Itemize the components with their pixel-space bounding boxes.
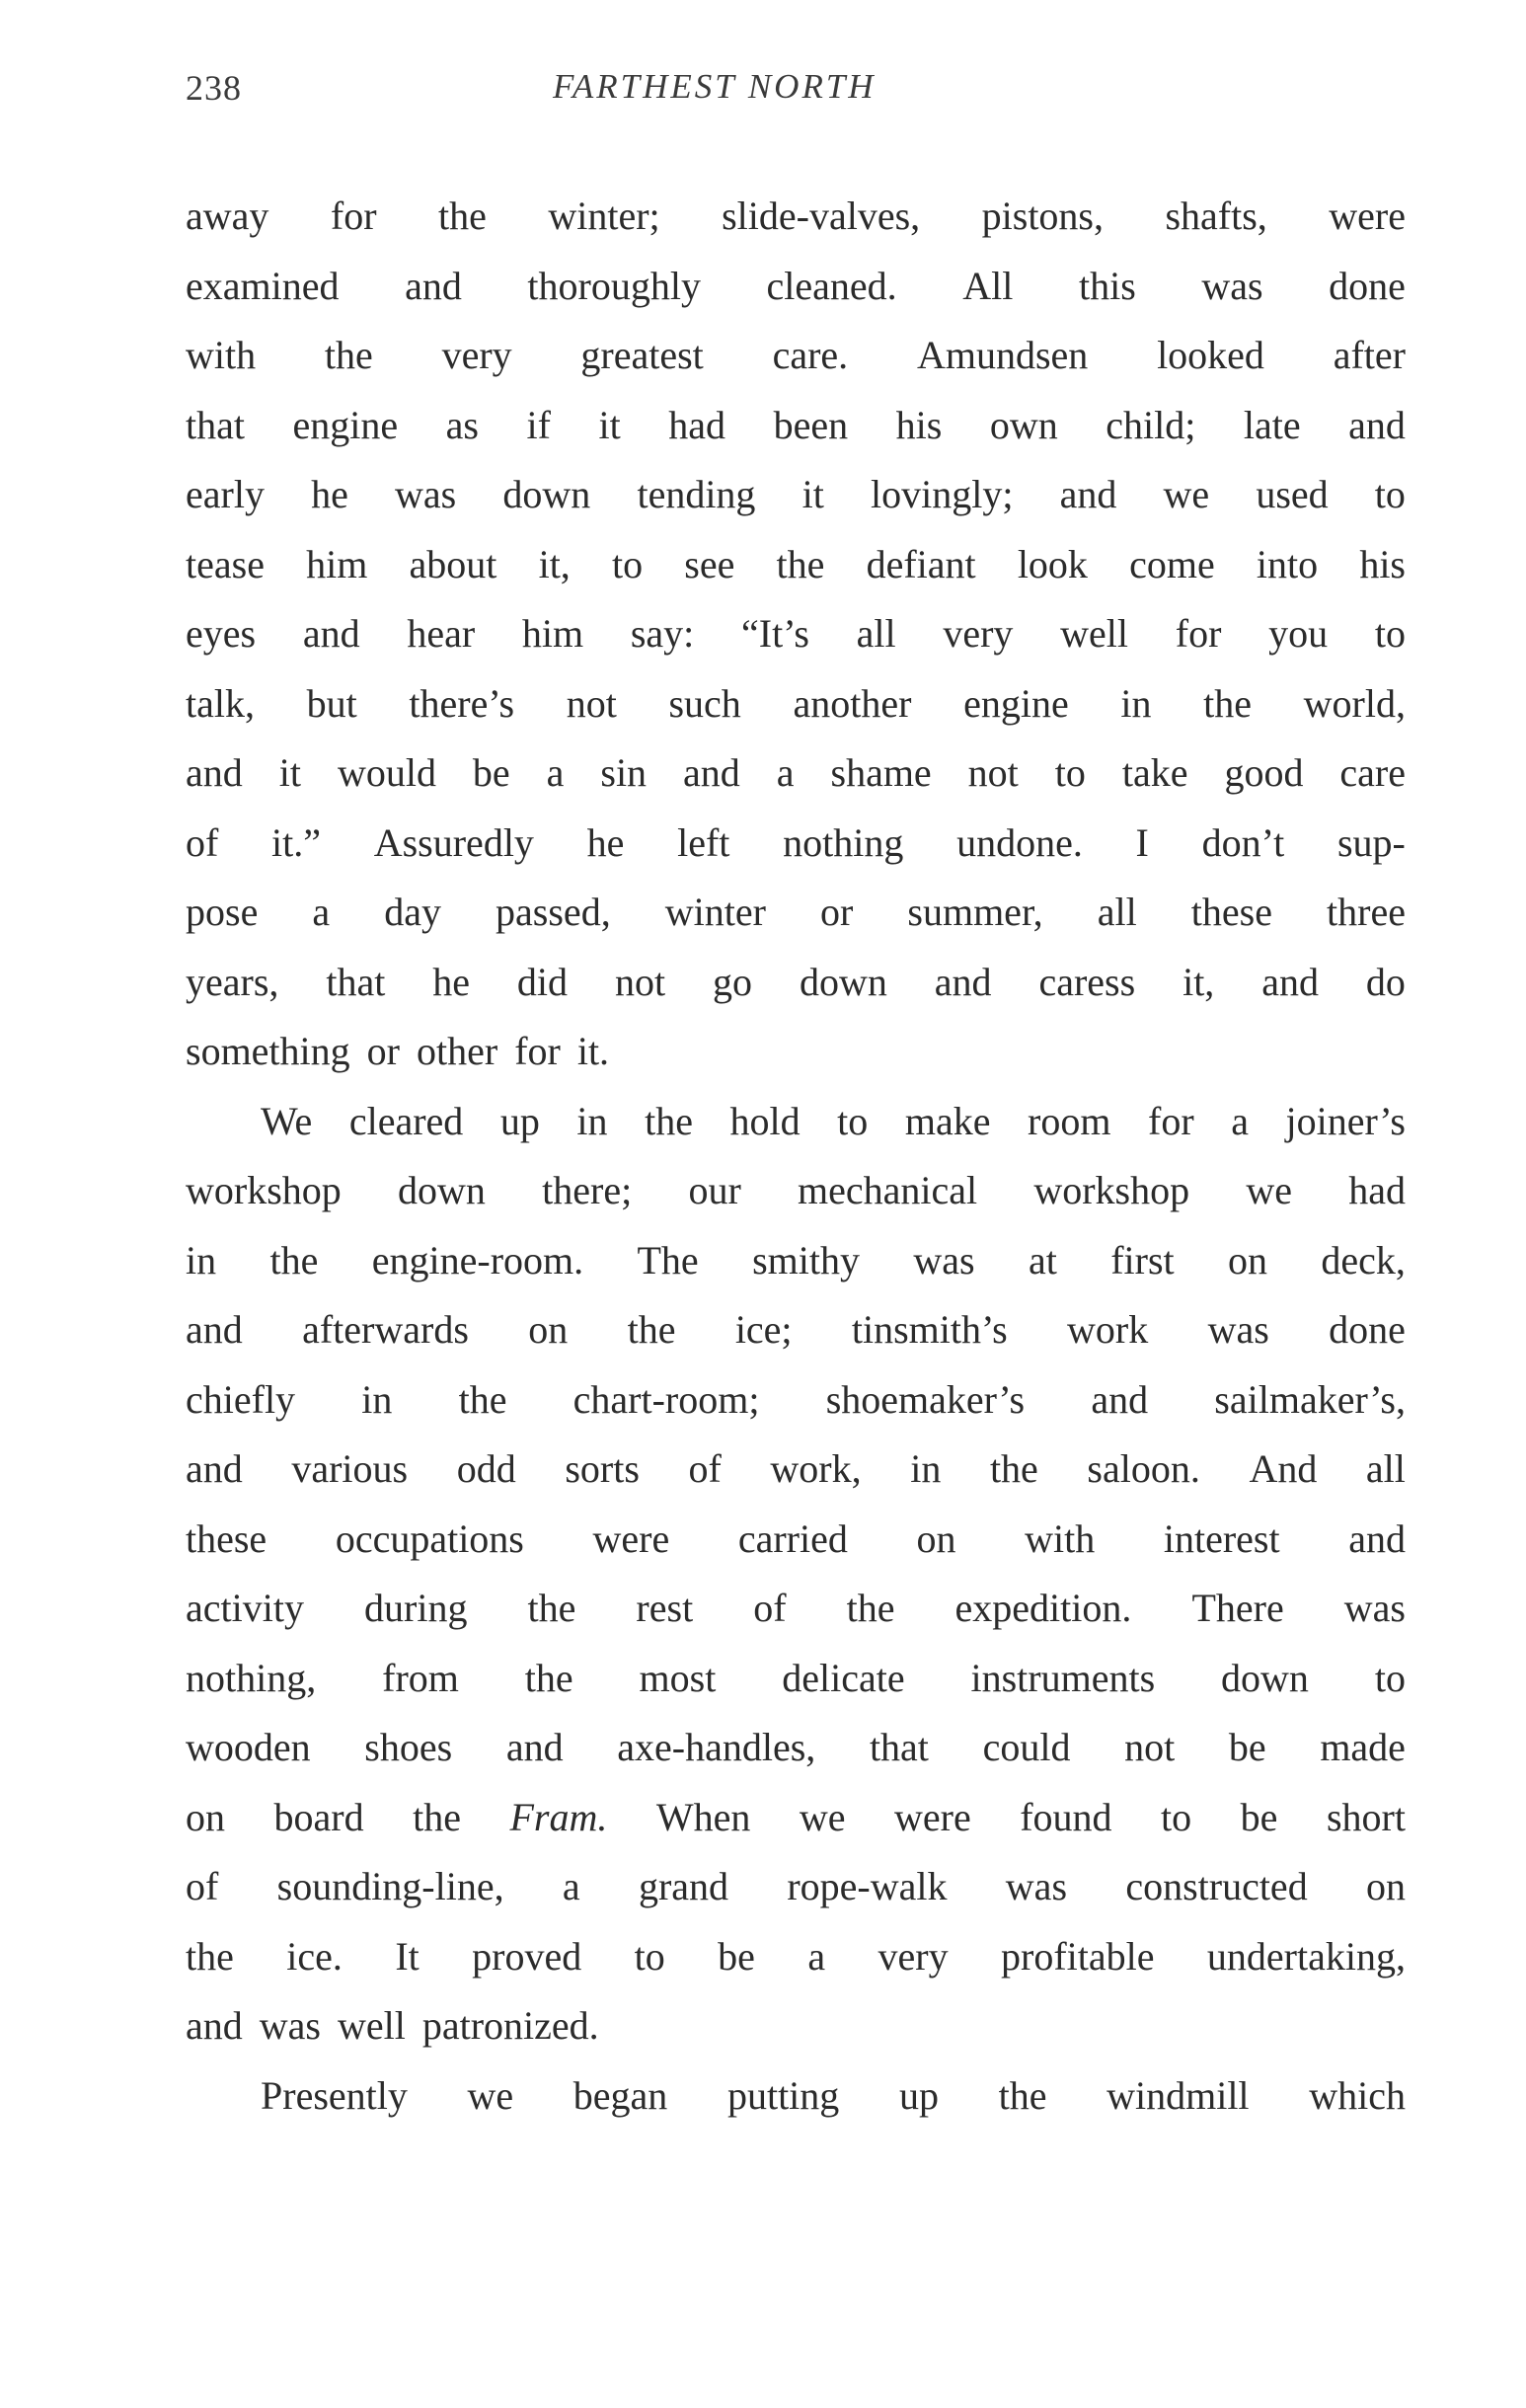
- word: done: [1329, 263, 1406, 308]
- word: a: [546, 750, 565, 795]
- word: joiner’s: [1285, 1098, 1406, 1143]
- word: saloon.: [1087, 1446, 1200, 1491]
- body-text: [186, 182, 1406, 2131]
- word: to: [611, 541, 644, 586]
- text-line: [186, 1226, 1406, 1296]
- word: to: [837, 1098, 869, 1143]
- word: been: [773, 402, 849, 447]
- word: work: [1067, 1307, 1149, 1352]
- word: smithy: [752, 1237, 860, 1282]
- word: on: [186, 1794, 225, 1839]
- word: We: [261, 1098, 313, 1143]
- word: that: [326, 959, 386, 1004]
- word: day: [384, 890, 441, 934]
- word: began: [572, 2072, 668, 2118]
- word: Amundsen: [916, 333, 1089, 377]
- word: not: [967, 750, 1019, 795]
- word: All: [962, 263, 1014, 308]
- word: the: [846, 1586, 895, 1630]
- word: very: [441, 333, 512, 377]
- word: sup-: [1336, 819, 1406, 865]
- word: would: [337, 750, 436, 795]
- word: and: [186, 750, 243, 795]
- word: chiefly: [186, 1376, 296, 1422]
- word: odd: [456, 1446, 516, 1491]
- word: engine-room.: [371, 1237, 584, 1282]
- word: summer,: [907, 890, 1043, 934]
- word: the: [645, 1098, 693, 1143]
- word: another: [793, 680, 912, 726]
- word: and: [1348, 402, 1406, 447]
- word: for: [1175, 611, 1222, 656]
- word: not: [566, 680, 617, 726]
- word: the: [269, 1237, 319, 1282]
- word: nothing: [783, 819, 904, 865]
- word: caress: [1038, 959, 1136, 1004]
- word: board: [273, 1794, 364, 1839]
- word: wooden: [186, 1725, 311, 1769]
- word: and: [186, 2003, 243, 2048]
- word: down: [398, 1168, 486, 1212]
- word: various: [291, 1446, 409, 1491]
- word: found: [1020, 1794, 1112, 1839]
- word: in: [1120, 680, 1152, 726]
- word: as: [445, 402, 479, 447]
- word: And: [1249, 1446, 1318, 1491]
- word: and: [1261, 959, 1319, 1004]
- word: hold: [729, 1098, 801, 1143]
- word: good: [1224, 750, 1304, 795]
- word: be: [1228, 1725, 1266, 1769]
- word: looked: [1157, 333, 1264, 377]
- word: to: [1374, 611, 1406, 656]
- word: late: [1243, 402, 1301, 447]
- word: other: [417, 1029, 498, 1073]
- word: the: [437, 194, 487, 238]
- word: it: [278, 750, 301, 795]
- word: come: [1129, 541, 1215, 586]
- word: if: [526, 402, 551, 447]
- word: was: [1343, 1586, 1406, 1630]
- word: with: [186, 333, 257, 377]
- word: there;: [542, 1168, 633, 1212]
- text-line: [186, 1435, 1406, 1505]
- word: sailmaker’s,: [1214, 1376, 1406, 1422]
- word: all: [856, 611, 896, 656]
- word: sorts: [565, 1446, 640, 1491]
- word: very: [877, 1933, 949, 1979]
- word: proved: [472, 1933, 582, 1979]
- word: used: [1256, 472, 1329, 516]
- word: for: [514, 1029, 561, 1073]
- word: Presently: [261, 2072, 408, 2118]
- word: we: [467, 2072, 514, 2118]
- word: down: [799, 959, 887, 1004]
- word: afterwards: [302, 1307, 469, 1352]
- word: short: [1326, 1794, 1406, 1839]
- word: him: [306, 541, 368, 586]
- word: “It’s: [741, 611, 809, 656]
- word: do: [1365, 959, 1406, 1004]
- word: windmill: [1106, 2072, 1250, 2118]
- word: constructed: [1125, 1864, 1308, 1908]
- word: years,: [186, 959, 279, 1004]
- word: talk,: [186, 680, 255, 726]
- word: on: [528, 1307, 569, 1352]
- word: interest: [1163, 1515, 1280, 1561]
- text-line: [186, 1574, 1406, 1644]
- word: I: [1135, 819, 1149, 865]
- text-line: [186, 2061, 1406, 2132]
- word: examined: [186, 263, 340, 308]
- word: sin: [600, 750, 648, 795]
- word: passed,: [496, 890, 611, 934]
- word: or: [366, 1029, 400, 1073]
- word: done: [1329, 1307, 1406, 1352]
- word: When: [655, 1794, 751, 1839]
- running-head: [186, 67, 1406, 118]
- word: left: [677, 819, 730, 865]
- word: but: [306, 680, 357, 726]
- word: which: [1309, 2072, 1406, 2118]
- word: down: [1221, 1655, 1309, 1700]
- word: this: [1078, 263, 1136, 308]
- word: engine: [963, 680, 1069, 726]
- word: up: [898, 2072, 939, 2118]
- word: it,: [1183, 959, 1215, 1004]
- word: tinsmith’s: [851, 1307, 1008, 1352]
- word: the: [324, 333, 373, 377]
- word: of: [753, 1586, 787, 1630]
- word: that: [869, 1725, 929, 1769]
- running-title: FARTHEST NORTH: [553, 67, 877, 106]
- word: the: [776, 541, 825, 586]
- text-line: [186, 252, 1406, 322]
- text-line: [186, 669, 1406, 739]
- word: axe-handles,: [617, 1725, 816, 1769]
- word: the: [524, 1655, 573, 1700]
- word: grand: [638, 1864, 729, 1908]
- word: shoemaker’s: [825, 1376, 1026, 1422]
- word: had: [668, 402, 726, 447]
- word: instruments: [970, 1655, 1156, 1700]
- word: it.: [576, 1029, 610, 1073]
- word: say:: [630, 611, 695, 656]
- word: and: [1348, 1515, 1406, 1561]
- word: such: [668, 680, 741, 726]
- word: he: [586, 819, 625, 865]
- text-line: [186, 460, 1406, 530]
- word: most: [639, 1655, 717, 1700]
- word: the: [458, 1376, 507, 1422]
- word: from: [382, 1655, 459, 1700]
- word: these: [1190, 890, 1272, 934]
- word: not: [1124, 1725, 1176, 1769]
- word: to: [634, 1933, 665, 1979]
- word: to: [1161, 1794, 1192, 1839]
- word: slide-valves,: [722, 194, 921, 238]
- word: Fram.: [509, 1794, 608, 1839]
- word: or: [820, 890, 854, 934]
- word: and: [405, 263, 462, 308]
- text-line: [186, 1783, 1406, 1853]
- word: three: [1327, 890, 1406, 934]
- word: and: [1059, 472, 1117, 516]
- word: during: [364, 1586, 468, 1630]
- text-line: [186, 1852, 1406, 1922]
- word: shame: [830, 750, 932, 795]
- word: well: [1060, 611, 1129, 656]
- word: it,: [538, 541, 571, 586]
- word: all: [1097, 890, 1137, 934]
- word: were: [1329, 194, 1406, 238]
- word: undone.: [956, 819, 1083, 865]
- text-line: [186, 391, 1406, 461]
- word: chart-room;: [572, 1376, 760, 1422]
- word: and: [505, 1725, 564, 1769]
- text-line: [186, 182, 1406, 252]
- word: defiant: [866, 541, 976, 586]
- word: early: [186, 472, 265, 516]
- page-number: 238: [186, 68, 242, 108]
- text-line: [186, 1644, 1406, 1714]
- text-line: [186, 530, 1406, 600]
- word: pose: [186, 890, 259, 934]
- word: cleaned.: [766, 263, 897, 308]
- word: own: [989, 402, 1058, 447]
- word: very: [943, 611, 1014, 656]
- word: patronized.: [421, 2003, 599, 2048]
- word: and: [302, 611, 360, 656]
- word: mechanical: [798, 1168, 978, 1212]
- word: tending: [637, 472, 756, 516]
- word: sounding-line,: [276, 1864, 504, 1908]
- word: deck,: [1321, 1237, 1406, 1282]
- word: workshop: [186, 1168, 342, 1212]
- word: the: [627, 1307, 676, 1352]
- word: rest: [636, 1586, 694, 1630]
- text-line: [186, 878, 1406, 948]
- word: was: [395, 472, 457, 516]
- word: be: [472, 750, 510, 795]
- word: the: [527, 1586, 576, 1630]
- word: was: [1207, 1307, 1269, 1352]
- word: ice;: [734, 1307, 793, 1352]
- word: not: [614, 959, 666, 1004]
- word: ice.: [286, 1933, 343, 1979]
- word: putting: [726, 2072, 840, 2118]
- word: make: [904, 1098, 991, 1143]
- word: look: [1017, 541, 1088, 586]
- word: a: [807, 1933, 826, 1979]
- word: and: [934, 959, 992, 1004]
- word: tease: [186, 541, 265, 586]
- word: away: [186, 194, 269, 238]
- word: go: [713, 959, 753, 1004]
- text-line: [186, 1087, 1406, 1157]
- word: the: [998, 2072, 1047, 2118]
- word: we: [1246, 1168, 1292, 1212]
- word: to: [1054, 750, 1086, 795]
- word: down: [502, 472, 591, 516]
- word: at: [1028, 1237, 1057, 1282]
- word: child;: [1106, 402, 1196, 447]
- word: something: [186, 1029, 350, 1073]
- word: carried: [737, 1515, 848, 1561]
- word: his: [895, 402, 943, 447]
- word: thoroughly: [527, 263, 701, 308]
- word: of: [688, 1446, 722, 1491]
- word: don’t: [1201, 819, 1285, 865]
- word: eyes: [186, 611, 257, 656]
- word: could: [982, 1725, 1071, 1769]
- word: him: [521, 611, 584, 656]
- word: all: [1365, 1446, 1406, 1491]
- text-line: [186, 1295, 1406, 1365]
- word: winter: [664, 890, 766, 934]
- text-line: [186, 1156, 1406, 1226]
- word: shafts,: [1165, 194, 1267, 238]
- word: of: [186, 819, 219, 865]
- text-line: [186, 599, 1406, 669]
- text-line: [186, 809, 1406, 879]
- word: there’s: [409, 680, 515, 726]
- word: a: [776, 750, 795, 795]
- word: a: [1231, 1098, 1249, 1143]
- word: care.: [772, 333, 849, 377]
- word: was: [1201, 263, 1263, 308]
- word: that: [186, 402, 245, 447]
- text-line: [186, 1505, 1406, 1575]
- text-line: [186, 321, 1406, 391]
- word: we: [1163, 472, 1210, 516]
- word: of: [186, 1864, 219, 1908]
- word: were: [894, 1794, 971, 1839]
- word: a: [562, 1864, 580, 1908]
- text-line: [186, 1922, 1406, 1992]
- word: first: [1110, 1237, 1175, 1282]
- word: the: [413, 1794, 461, 1839]
- word: and: [683, 750, 740, 795]
- word: you: [1268, 611, 1329, 656]
- word: to: [1374, 1655, 1406, 1700]
- text-line: [186, 948, 1406, 1018]
- word: for: [1148, 1098, 1194, 1143]
- word: in: [186, 1237, 217, 1282]
- word: in: [576, 1098, 608, 1143]
- word: was: [1005, 1864, 1068, 1908]
- word: well: [337, 2003, 406, 2048]
- word: to: [1374, 472, 1406, 516]
- word: and: [186, 1446, 243, 1491]
- word: The: [637, 1237, 699, 1282]
- word: on: [916, 1515, 956, 1561]
- word: and: [1091, 1376, 1149, 1422]
- word: did: [516, 959, 569, 1004]
- word: he: [311, 472, 348, 516]
- word: in: [910, 1446, 942, 1491]
- text-line: [186, 1365, 1406, 1436]
- word: cleared: [348, 1098, 464, 1143]
- word: room: [1028, 1098, 1111, 1143]
- word: on: [1228, 1237, 1267, 1282]
- text-line: [186, 1991, 1406, 2061]
- word: after: [1333, 333, 1406, 377]
- text-line: [186, 1017, 1406, 1087]
- word: had: [1348, 1168, 1406, 1212]
- word: be: [1240, 1794, 1278, 1839]
- word: on: [1365, 1864, 1406, 1908]
- word: see: [684, 541, 735, 586]
- word: made: [1320, 1725, 1406, 1769]
- word: our: [688, 1168, 741, 1212]
- word: the: [186, 1933, 234, 1979]
- word: these: [186, 1515, 267, 1561]
- word: There: [1191, 1586, 1284, 1630]
- word: work,: [770, 1446, 862, 1491]
- word: with: [1025, 1515, 1096, 1561]
- word: occupations: [335, 1515, 524, 1561]
- word: workshop: [1033, 1168, 1190, 1212]
- text-line: [186, 738, 1406, 809]
- text-line: [186, 1713, 1406, 1783]
- word: profitable: [1001, 1933, 1155, 1979]
- word: up: [499, 1098, 540, 1143]
- word: engine: [292, 402, 399, 447]
- word: greatest: [580, 333, 704, 377]
- word: delicate: [782, 1655, 905, 1700]
- word: rope-walk: [787, 1864, 948, 1908]
- word: he: [432, 959, 470, 1004]
- word: it: [801, 472, 824, 516]
- word: activity: [186, 1586, 304, 1630]
- word: into: [1256, 541, 1319, 586]
- word: It: [395, 1933, 420, 1979]
- word: expedition.: [954, 1586, 1132, 1630]
- word: in: [361, 1376, 393, 1422]
- word: pistons,: [981, 194, 1104, 238]
- word: his: [1359, 541, 1406, 586]
- word: we: [799, 1794, 846, 1839]
- word: a: [312, 890, 331, 934]
- word: hear: [407, 611, 476, 656]
- word: be: [718, 1933, 755, 1979]
- word: about: [409, 541, 497, 586]
- word: it: [598, 402, 621, 447]
- word: lovingly;: [870, 472, 1014, 516]
- word: were: [592, 1515, 670, 1561]
- word: winter;: [548, 194, 660, 238]
- word: the: [989, 1446, 1038, 1491]
- word: Assuredly: [373, 819, 534, 865]
- word: nothing,: [186, 1655, 317, 1700]
- word: for: [330, 194, 377, 238]
- word: was: [913, 1237, 975, 1282]
- word: and: [186, 1307, 243, 1352]
- word: the: [1203, 680, 1253, 726]
- word: it.”: [271, 819, 322, 865]
- word: care: [1339, 750, 1406, 795]
- word: world,: [1303, 680, 1406, 726]
- word: shoes: [364, 1725, 453, 1769]
- word: take: [1121, 750, 1188, 795]
- word: was: [259, 2003, 321, 2048]
- word: undertaking,: [1206, 1933, 1406, 1979]
